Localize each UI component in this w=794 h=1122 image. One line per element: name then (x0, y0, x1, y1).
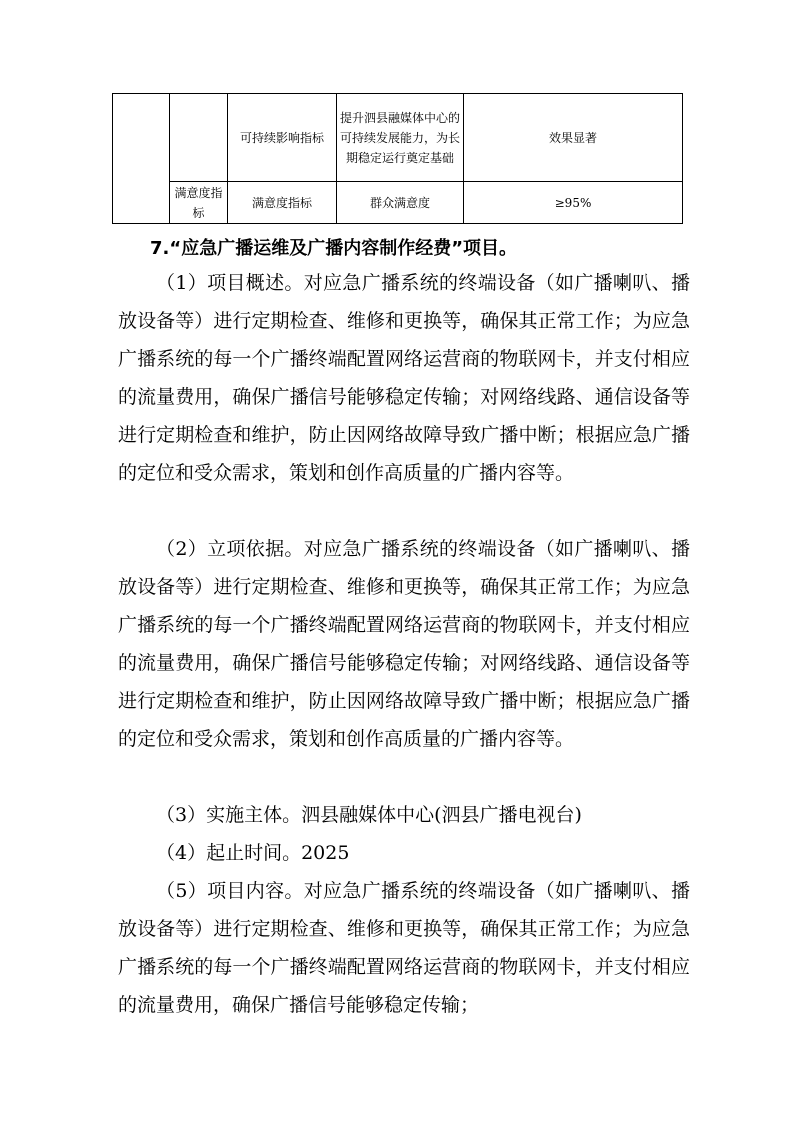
table-row (113, 94, 683, 182)
table-row (113, 182, 683, 224)
table-cell-indicator-name: 满意度指标 (228, 182, 337, 224)
table-cell-indicator-detail: 提升泗县融媒体中心的可持续发展能力，为长期稳定运行奠定基础 (337, 94, 464, 182)
paragraph-implementer (118, 796, 690, 834)
table-cell-target-value: ≥95% (464, 182, 683, 224)
paragraph-text: （3）实施主体。泗县融媒体中心(泗县广播电视台) (156, 804, 582, 826)
paragraph-content (118, 872, 690, 1024)
paragraph-basis (118, 530, 690, 758)
table-cell-blank (170, 94, 228, 182)
table-cell-blank (113, 94, 170, 224)
paragraph-overview (118, 264, 690, 492)
performance-indicator-table (112, 93, 683, 224)
table-cell-indicator-detail: 群众满意度 (337, 182, 464, 224)
paragraph-text: （1）项目概述。对应急广播系统的终端设备（如广播喇叭、播放设备等）进行定期检查、维修和更换等，确保其正常工作；为应急广播系统的每一个广播终端配置网络运营商的物联网卡，并支付相应的流量费用，确保广播信号能够稳定传输；对网络线路、通信设备等进行定期检查和维护，防止因网络故障导致广播中断；根据应急广播的定位和受众需求，策划和创作高质量的广播内容等。 (118, 272, 690, 484)
paragraph-text: （5）项目内容。对应急广播系统的终端设备（如广播喇叭、播放设备等）进行定期检查、维修和更换等，确保其正常工作；为应急广播系统的每一个广播终端配置网络运营商的物联网卡，并支付相应的流量费用，确保广播信号能够稳定传输； (118, 880, 690, 1016)
paragraph-text: （4）起止时间。2025 (156, 842, 350, 864)
table-cell-category: 满意度指标 (170, 182, 228, 224)
table-cell-target-value: 效果显著 (464, 94, 683, 182)
paragraph-period (118, 834, 690, 872)
paragraph-text: （2）立项依据。对应急广播系统的终端设备（如广播喇叭、播放设备等）进行定期检查、维修和更换等，确保其正常工作；为应急广播系统的每一个广播终端配置网络运营商的物联网卡，并支付相应的流量费用，确保广播信号能够稳定传输；对网络线路、通信设备等进行定期检查和维护，防止因网络故障导致广播中断；根据应急广播的定位和受众需求，策划和创作高质量的广播内容等。 (118, 538, 690, 750)
table-cell-indicator-name: 可持续影响指标 (228, 94, 337, 182)
section-heading: 7.“应急广播运维及广播内容制作经费”项目。 (150, 238, 518, 259)
